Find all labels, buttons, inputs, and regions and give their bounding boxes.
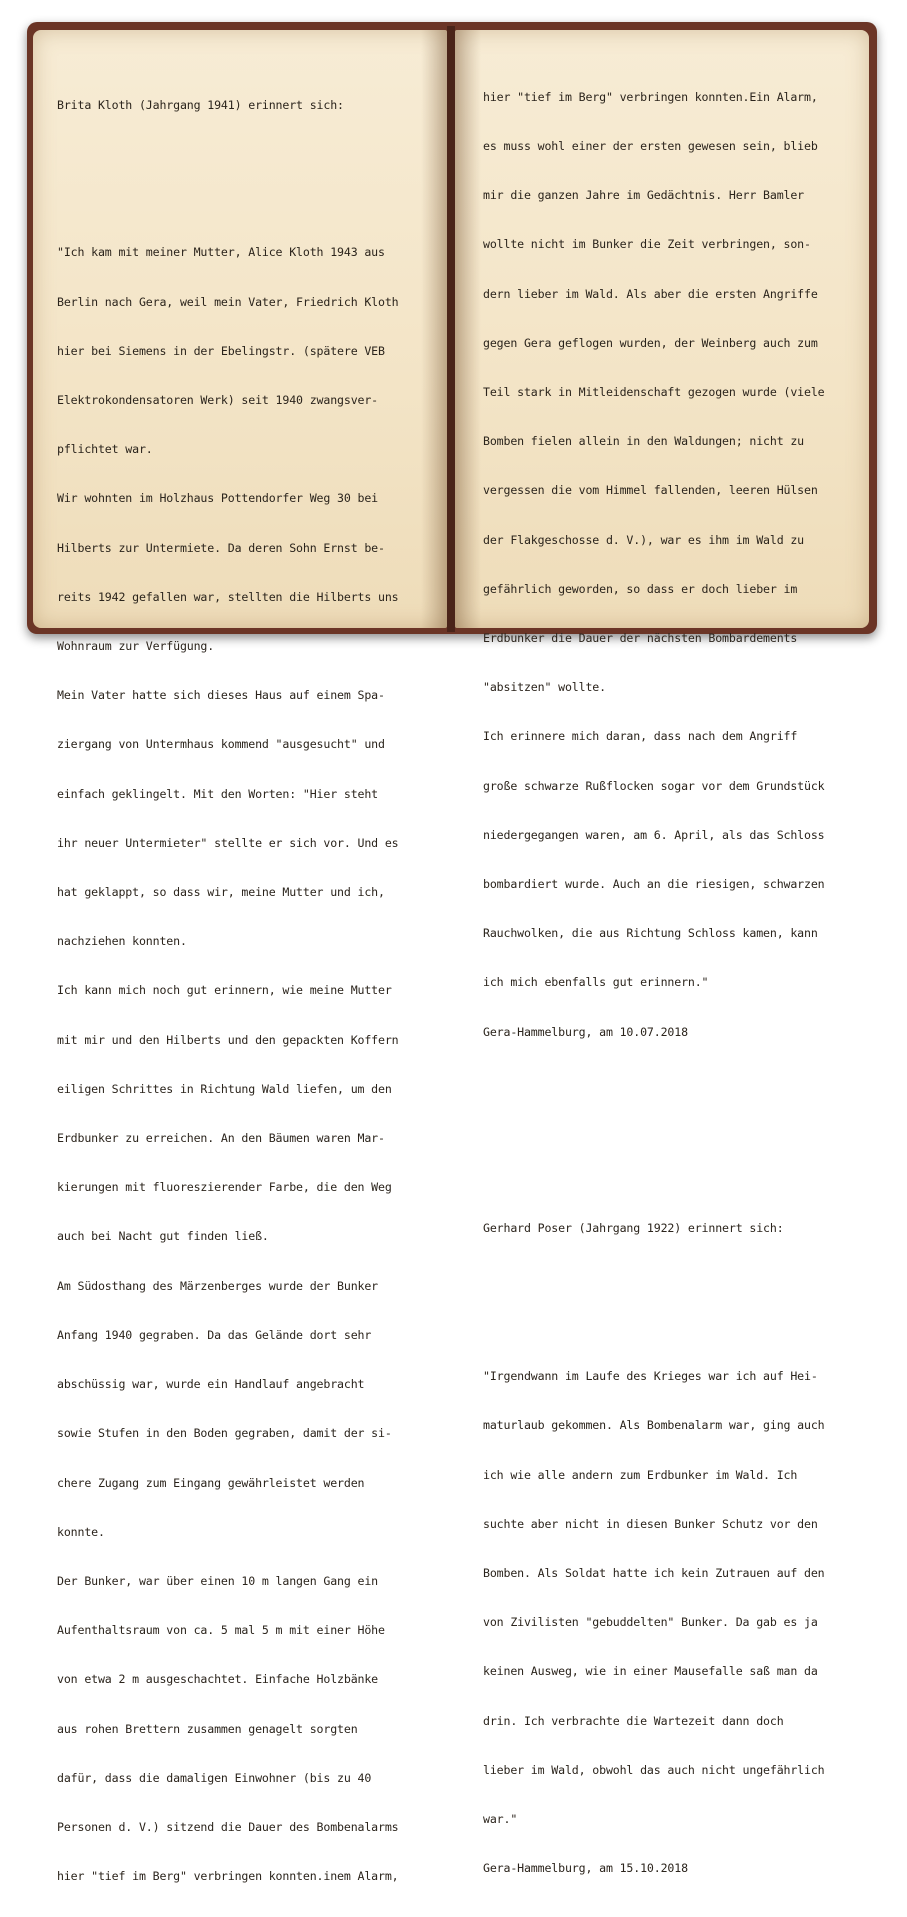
text-line: Am Südosthang des Märzenberges wurde der Bunker <box>57 1278 379 1293</box>
date-line: Gera-Hammelburg, am 15.10.2018 <box>483 1861 688 1876</box>
blank-line <box>483 1171 825 1187</box>
text-line: Teil stark in Mitleidenschaft gezogen wurde (viele <box>483 385 825 400</box>
book-spine <box>447 26 455 632</box>
text-line: Berlin nach Gera, weil mein Vater, Friedrich Kloth <box>57 294 399 309</box>
right-heading: Gerhard Poser (Jahrgang 1922) erinnert sich: <box>483 1221 784 1236</box>
text-line: ziergang von Untermhaus kommend "ausgesucht" und <box>57 737 385 752</box>
text-line: Ich kann mich noch gut erinnern, wie meine Mutter <box>57 983 392 998</box>
text-line: hier bei Siemens in der Ebelingstr. (spätere VEB <box>57 343 385 358</box>
text-line: von Zivilisten "gebuddelten" Bunker. Da gab es ja <box>483 1615 818 1630</box>
text-line: Wir wohnten im Holzhaus Pottendorfer Weg 30 bei <box>57 491 379 506</box>
blank-line <box>57 195 399 211</box>
blank-line <box>483 1073 825 1089</box>
text-line: Rauchwolken, die aus Richtung Schloss kamen, kann <box>483 926 818 941</box>
text-line: maturlaub gekommen. Als Bombenalarm war, ging auch <box>483 1418 825 1433</box>
text-line: große schwarze Rußflocken sogar vor dem Grundstück <box>483 778 825 793</box>
text-line: abschüssig war, wurde ein Handlauf angebracht <box>57 1377 365 1392</box>
text-line: dafür, dass die damaligen Einwohner (bis zu 40 <box>57 1770 372 1785</box>
text-line: Erdbunker zu erreichen. An den Bäumen waren Mar- <box>57 1131 385 1146</box>
text-line: Personen d. V.) sitzend die Dauer des Bombenalarms <box>57 1819 399 1834</box>
text-line: drin. Ich verbrachte die Wartezeit dann doch <box>483 1713 784 1728</box>
text-line: Elektrokondensatoren Werk) seit 1940 zwangsver- <box>57 393 379 408</box>
left-page <box>33 30 447 1884</box>
text-line: sowie Stufen in den Boden gegraben, damit der si- <box>57 1426 392 1441</box>
text-line: hat geklappt, so dass wir, meine Mutter und ich, <box>57 885 385 900</box>
text-line: es muss wohl einer der ersten gewesen sein, blieb <box>483 139 818 154</box>
blank-line <box>483 1122 825 1138</box>
text-line: mir die ganzen Jahre im Gedächtnis. Herr Bamler <box>483 188 805 203</box>
text-line: konnte. <box>57 1524 105 1539</box>
text-line: ich wie alle andern zum Erdbunker im Wald. Ich <box>483 1467 798 1482</box>
text-line: Bomben fielen allein in den Waldungen; nicht zu <box>483 434 805 449</box>
text-line: auch bei Nacht gut finden ließ. <box>57 1229 269 1244</box>
text-line: Aufenthaltsraum von ca. 5 mal 5 m mit einer Höhe <box>57 1623 385 1638</box>
blank-line <box>57 146 399 162</box>
date-line: Gera-Hammelburg, am 10.07.2018 <box>483 1024 688 1039</box>
text-line: von etwa 2 m ausgeschachtet. Einfache Holzbänke <box>57 1672 379 1687</box>
text-line: ihr neuer Untermieter" stellte er sich vor. Und es <box>57 835 399 850</box>
text-line: lieber im Wald, obwohl das auch nicht ungefährlich <box>483 1762 825 1777</box>
text-line: bombardiert wurde. Auch an die riesigen, schwarzen <box>483 877 825 892</box>
text-line: niedergegangen waren, am 6. April, als das Schloss <box>483 827 825 842</box>
right-page-text <box>483 56 825 1909</box>
text-line: einfach geklingelt. Mit den Worten: "Hier steht <box>57 786 379 801</box>
left-heading: Brita Kloth (Jahrgang 1941) erinnert sich: <box>57 97 344 112</box>
text-line: gefährlich geworden, so dass er doch lieber im <box>483 581 798 596</box>
text-line: "Irgendwann im Laufe des Krieges war ich auf Hei- <box>483 1369 818 1384</box>
text-line: gegen Gera geflogen wurden, der Weinberg auch zum <box>483 335 818 350</box>
text-line: "Ich kam mit meiner Mutter, Alice Kloth 1943 aus <box>57 245 385 260</box>
blank-line <box>483 1270 825 1286</box>
text-line: Anfang 1940 gegraben. Da das Gelände dort sehr <box>57 1327 372 1342</box>
text-line: vergessen die vom Himmel fallenden, leeren Hülsen <box>483 483 818 498</box>
right-page <box>455 30 869 1876</box>
text-line: nachziehen konnten. <box>57 934 187 949</box>
text-line: Der Bunker, war über einen 10 m langen Gang ein <box>57 1573 379 1588</box>
text-line: Erdbunker die Dauer der nächsten Bombardements <box>483 631 798 646</box>
text-line: Wohnraum zur Verfügung. <box>57 639 215 654</box>
text-line: hier "tief im Berg" verbringen konnten.inem Alarm, <box>57 1869 399 1884</box>
text-line: Ich erinnere mich daran, dass nach dem Angriff <box>483 729 798 744</box>
text-line: kierungen mit fluoreszierender Farbe, die den Weg <box>57 1180 392 1195</box>
text-line: wollte nicht im Bunker die Zeit verbringen, son- <box>483 237 811 252</box>
text-line: dern lieber im Wald. Als aber die ersten Angriffe <box>483 286 818 301</box>
text-line: hier "tief im Berg" verbringen konnten.Ein Alarm, <box>483 89 818 104</box>
text-line: war." <box>483 1811 518 1826</box>
text-line: chere Zugang zum Eingang gewährleistet werden <box>57 1475 365 1490</box>
text-line: Hilberts zur Untermiete. Da deren Sohn Ernst be- <box>57 540 385 555</box>
text-line: ich mich ebenfalls gut erinnern." <box>483 975 709 990</box>
text-line: "absitzen" wollte. <box>483 680 606 695</box>
text-line: Mein Vater hatte sich dieses Haus auf einem Spa- <box>57 688 385 703</box>
text-line: reits 1942 gefallen war, stellten die Hilberts uns <box>57 589 399 604</box>
text-line: mit mir und den Hilberts und den gepackten Koffern <box>57 1032 399 1047</box>
text-line: keinen Ausweg, wie in einer Mausefalle saß man da <box>483 1664 818 1679</box>
blank-line <box>483 1319 825 1335</box>
text-line: aus rohen Brettern zusammen genagelt sorgten <box>57 1721 358 1736</box>
text-line: suchte aber nicht in diesen Bunker Schutz vor den <box>483 1516 818 1531</box>
left-page-text <box>57 64 399 1917</box>
text-line: eiligen Schrittes in Richtung Wald liefen, um den <box>57 1081 392 1096</box>
text-line: Bomben. Als Soldat hatte ich kein Zutrauen auf den <box>483 1565 825 1580</box>
text-line: der Flakgeschosse d. V.), war es ihm im Wald zu <box>483 532 805 547</box>
text-line: pflichtet war. <box>57 442 153 457</box>
